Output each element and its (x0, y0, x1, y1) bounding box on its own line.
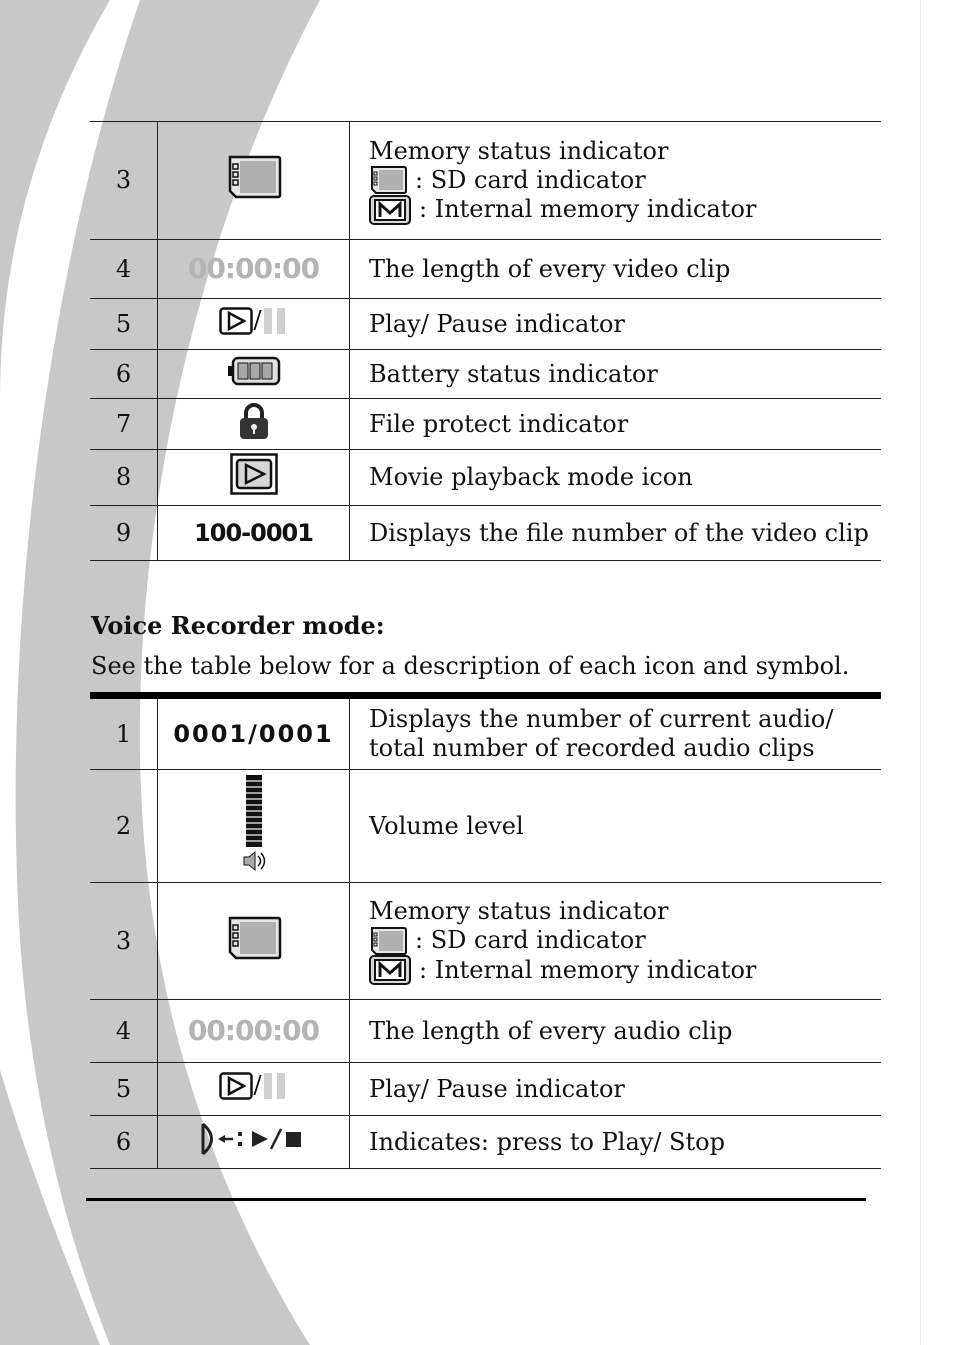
section-heading: Voice Recorder mode: (91, 611, 385, 640)
table-row (90, 450, 881, 506)
sd-card-label: : SD card indicator (415, 165, 646, 194)
table-row (90, 399, 881, 450)
description: Memory status indicator (369, 136, 669, 165)
description: Indicates: press to Play/ Stop (350, 1116, 882, 1169)
row-number: 8 (90, 450, 158, 506)
icon-separator: / (253, 1071, 262, 1099)
internal-memory-icon (369, 195, 411, 225)
sub-item-sd-card (369, 166, 881, 195)
description: File protect indicator (350, 399, 882, 450)
play-icon (219, 1072, 253, 1100)
row-number: 6 (90, 350, 158, 399)
section-intro: See the table below for a description of each icon and symbol. (91, 652, 850, 680)
sd-card-small-icon (369, 927, 407, 955)
row-number: 3 (90, 883, 158, 1000)
table-row (90, 350, 881, 399)
sub-item-internal-memory (369, 195, 881, 225)
right-margin-rule (920, 0, 921, 1345)
sd-card-icon (226, 916, 282, 960)
description-line: total number of recorded audio clips (369, 734, 815, 762)
table-row (90, 1063, 881, 1116)
lock-icon (238, 402, 270, 440)
table-row (90, 696, 881, 770)
row-number: 7 (90, 399, 158, 450)
footer-rule (86, 1198, 866, 1201)
description: The length of every video clip (350, 240, 882, 299)
row-number: 2 (90, 770, 158, 883)
table-row (90, 1000, 881, 1063)
row-number: 3 (90, 122, 158, 240)
description: Play/ Pause indicator (350, 1063, 882, 1116)
row-number: 4 (90, 1000, 158, 1063)
icon-separator: / (253, 306, 262, 334)
joystick-play-stop-icon (200, 1122, 308, 1156)
description: The length of every audio clip (350, 1000, 882, 1063)
sub-item-internal-memory (369, 955, 881, 985)
table-row (90, 1116, 881, 1169)
sd-card-label: : SD card indicator (415, 926, 646, 954)
sub-item-sd-card (369, 926, 881, 955)
description: Displays the file number of the video clip (350, 506, 882, 561)
movie-playback-icon (230, 453, 278, 495)
play-icon (219, 307, 253, 335)
time-readout: 00:00:00 (187, 251, 320, 285)
video-icon-table (90, 121, 881, 561)
internal-memory-icon (369, 955, 411, 985)
internal-memory-label: : Internal memory indicator (419, 955, 757, 984)
description: Volume level (350, 770, 882, 883)
pause-icon (262, 1072, 288, 1100)
battery-icon (227, 356, 281, 386)
table-row (90, 299, 881, 350)
internal-memory-label: : Internal memory indicator (419, 195, 757, 223)
description: Battery status indicator (350, 350, 882, 399)
description: Play/ Pause indicator (350, 299, 882, 350)
row-number: 5 (90, 1063, 158, 1116)
table-row (90, 506, 881, 561)
audio-counter-readout: 0001/0001 (173, 719, 334, 748)
row-number: 4 (90, 240, 158, 299)
description: Movie playback mode icon (350, 450, 882, 506)
row-number: 1 (90, 696, 158, 770)
table-row (90, 240, 881, 299)
sd-card-small-icon (369, 166, 407, 194)
pause-icon (262, 307, 288, 335)
time-readout: 00:00:00 (187, 1013, 320, 1047)
description-line: Displays the number of current audio/ (369, 705, 834, 733)
table-row (90, 122, 881, 240)
row-number: 5 (90, 299, 158, 350)
volume-level-icon (239, 773, 269, 873)
table-row (90, 883, 881, 1000)
voice-icon-table (90, 692, 881, 1169)
table-row (90, 770, 881, 883)
sd-card-icon (226, 155, 282, 199)
file-number-readout: 100-0001 (194, 518, 313, 547)
row-number: 6 (90, 1116, 158, 1169)
row-number: 9 (90, 506, 158, 561)
description: Memory status indicator (369, 897, 669, 925)
